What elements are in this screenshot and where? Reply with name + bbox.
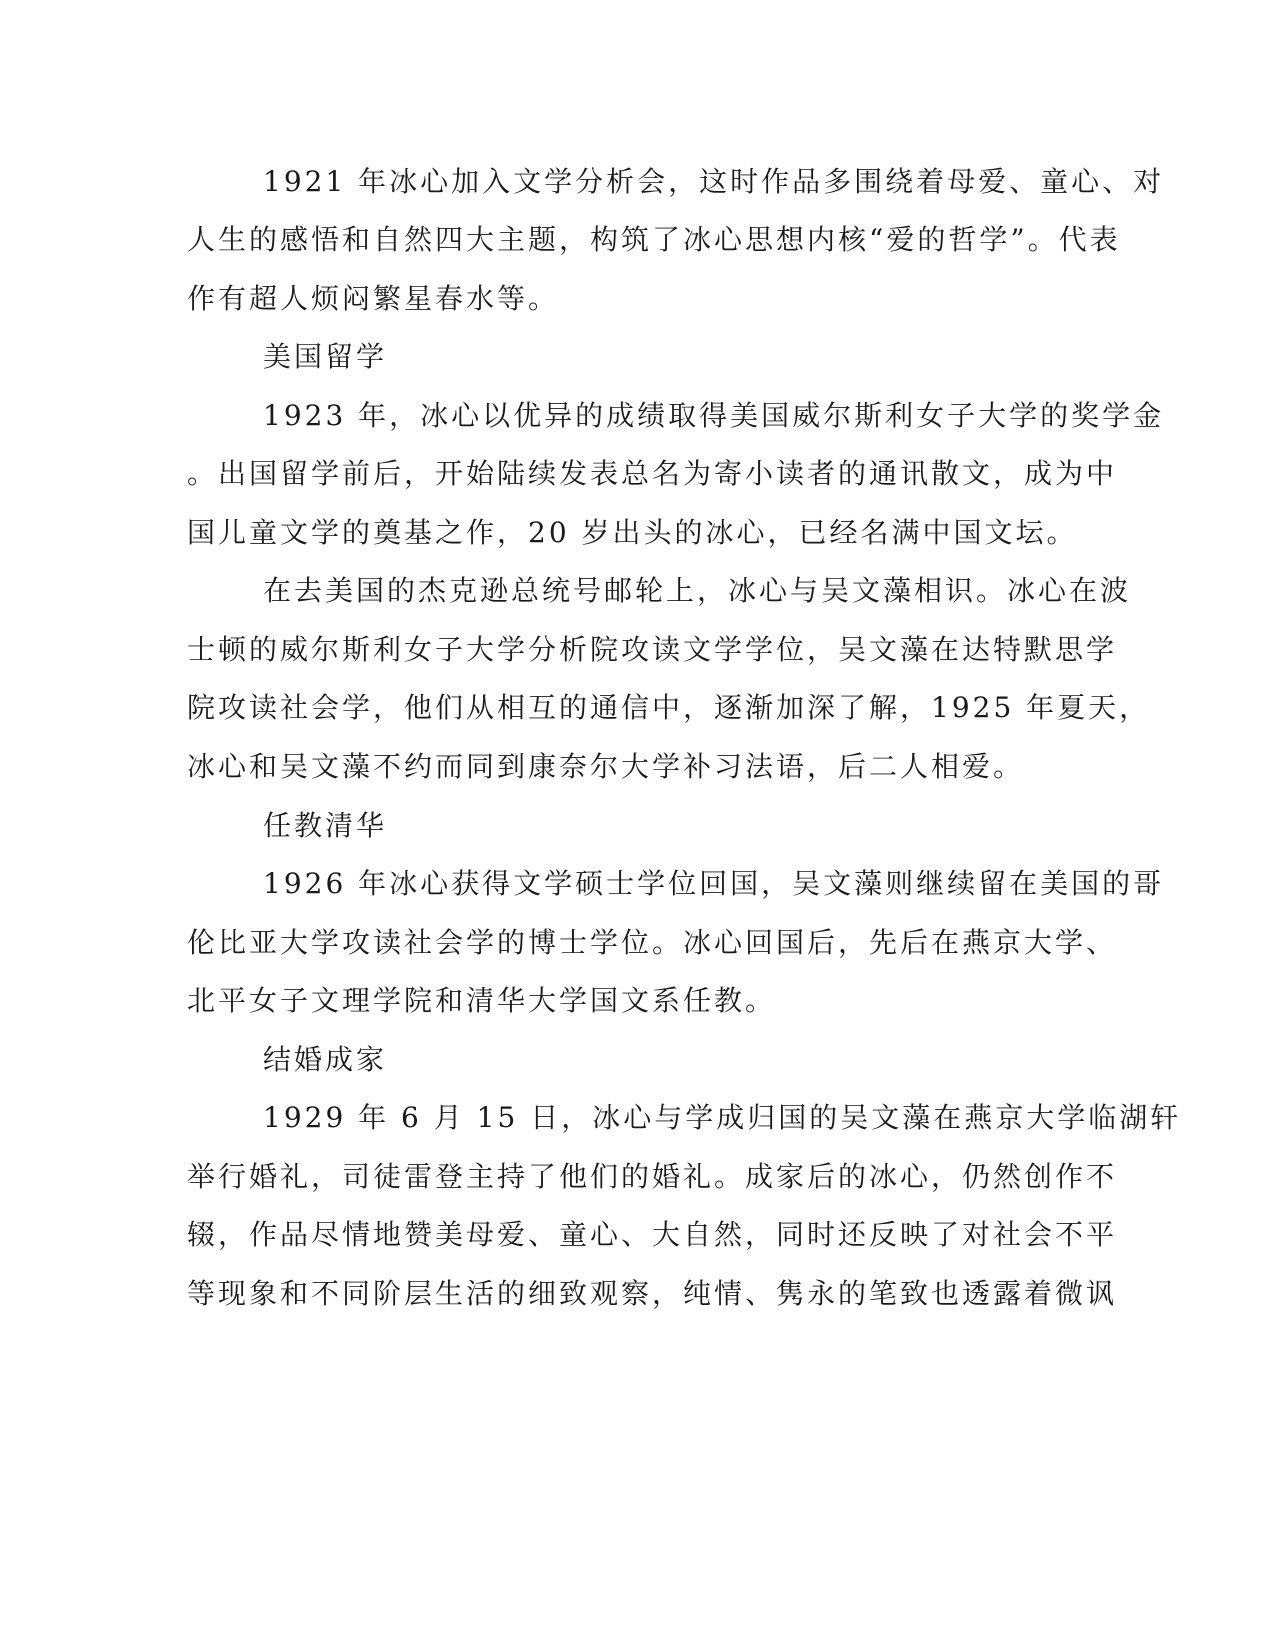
paragraph-line: 在去美国的杰克逊总统号邮轮上，冰心与吴文藻相识。冰心在波	[263, 574, 1132, 607]
paragraph-line: 士顿的威尔斯利女子大学分析院攻读文学学位，吴文藻在达特默思学	[187, 633, 1118, 666]
paragraph-line: 辍，作品尽情地赞美母爱、童心、大自然，同时还反映了对社会不平	[187, 1218, 1118, 1251]
section-heading: 任教清华	[263, 809, 388, 842]
section-heading: 结婚成家	[263, 1043, 388, 1076]
paragraph-line: 冰心和吴文藻不约而同到康奈尔大学补习法语，后二人相爱。	[187, 750, 1025, 783]
section-heading: 美国留学	[263, 340, 388, 373]
paragraph-line: 人生的感悟和自然四大主题，构筑了冰心思想内核“爱的哲学”。代表	[187, 223, 1121, 256]
paragraph-line: 1923 年，冰心以优异的成绩取得美国威尔斯利女子大学的奖学金	[263, 399, 1165, 432]
paragraph-line: 等现象和不同阶层生活的细致观察，纯情、隽永的笔致也透露着微讽	[187, 1277, 1118, 1310]
paragraph-line: 1921 年冰心加入文学分析会，这时作品多围绕着母爱、童心、对	[263, 165, 1165, 198]
paragraph-line: 院攻读社会学，他们从相互的通信中，逐渐加深了解，1925 年夏天，	[187, 691, 1151, 724]
paragraph-line: 作有超人烦闷繁星春水等。	[187, 282, 560, 315]
paragraph-line: 国儿童文学的奠基之作，20 岁出头的冰心，已经名满中国文坛。	[187, 516, 1078, 549]
paragraph-line: 。出国留学前后，开始陆续发表总名为寄小读者的通讯散文，成为中	[187, 457, 1118, 490]
paragraph-line: 1929 年 6 月 15 日，冰心与学成归国的吴文藻在燕京大学临湖轩	[263, 1101, 1182, 1134]
paragraph-line: 1926 年冰心获得文学硕士学位回国，吴文藻则继续留在美国的哥	[263, 867, 1165, 900]
paragraph-line: 北平女子文理学院和清华大学国文系任教。	[187, 984, 777, 1017]
paragraph-line: 举行婚礼，司徒雷登主持了他们的婚礼。成家后的冰心，仍然创作不	[187, 1160, 1118, 1193]
paragraph-line: 伦比亚大学攻读社会学的博士学位。冰心回国后，先后在燕京大学、	[187, 926, 1118, 959]
